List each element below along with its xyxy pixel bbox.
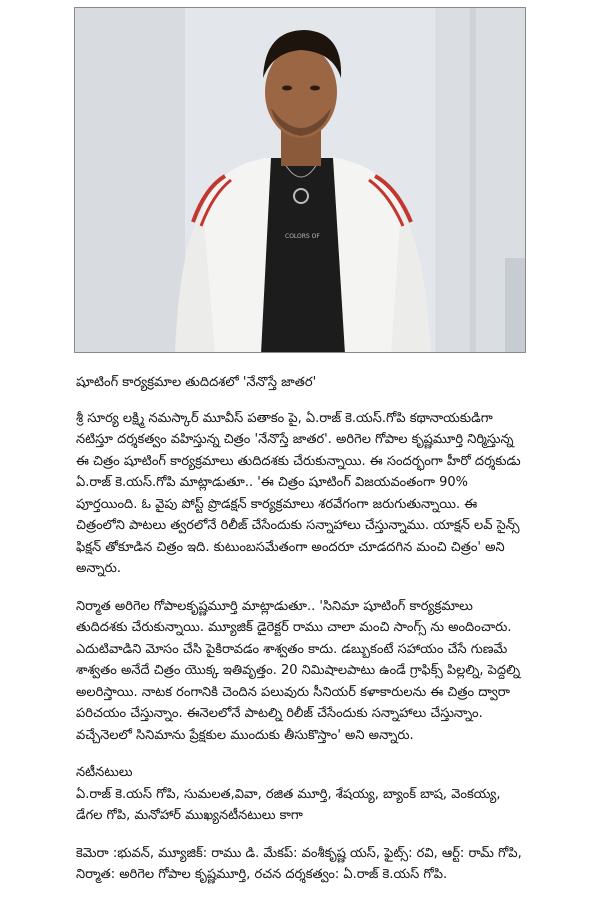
hero-photo — [74, 7, 526, 353]
article-body — [76, 372, 526, 886]
crew-line-1: కెమెరా :భువన్, మ్యూజిక్: రాము డి. మేకప్: వంశీకృష్ణ యస్, ఫైట్స్: రవి, ఆర్ట్: రామ్ గోపి, — [76, 845, 522, 861]
svg-text:COLORS OF: COLORS OF — [285, 233, 320, 240]
cast-heading: నటీనటులు — [76, 765, 133, 780]
article-paragraph-producer: నిర్మాత అరిగెల గోపాలకృష్ణమూర్తి మాట్లాడుతూ.. 'సినిమా షూటింగ్ కార్యక్రమాలు తుదిదశకు చేరుకున్నాయి. మ్యూజిక్ డైరెక్టర్ రాము చాలా మంచి సాంగ్స్ ను అందించారు. ఎదుటివాడిని మోసం చేసి పైకిరావడం శాశ్వతం కాదు. డబ్బుకంటే సహాయం చేసే గుణమే శాశ్వతం అనేదే చిత్రం యొక్క ఇతివృత్తం. 20 నిమిషాలపాటు ఉండే గ్రాఫిక్స్ పిల్లల్ని, పెద్దల్ని అలరిస్తాయి. నాటక రంగానికి చెందిన పలువురు సీనియర్ కళాకారులను ఈ చిత్రం ద్వారా పరిచయం చేస్తున్నాం. ఈనెలలోనే పాటల్ని రిలీజ్ చేసేందుకు సన్నాహాలు చేస్తున్నాం. వచ్చేనెలలో సినిమాను ప్రేక్షకుల ముందుకు తీసుకొస్తాం' అని అన్నారు. — [76, 598, 521, 743]
cast-list: ఏ.రాజ్ కె.యస్ గోపి, సుమలత,వివా, రజిత మూర్తి, శేషయ్య, బ్యాంక్ బాష, వెంకయ్య, డేగల గోపి, మనోహార్ ముఖ్యనటీనటులు కాగా — [76, 786, 501, 823]
crew-line-2: నిర్మాత: అరిగెల గోపాల కృష్ణమూర్తి, రచన దర్శకత్వం: ఏ.రాజ్ కె.యస్ గోపి. — [76, 867, 448, 882]
article-paragraph-intro: శ్రీ సూర్య లక్ష్మి నమస్కార్ మూవీస్ పతాకం పై, ఏ.రాజ్ కె.యస్.గోపి కథానాయకుడిగా నటిస్తూ దర్శకత్వం వహిస్తున్న చిత్రం 'నేనొస్తే జాతర'. అరిగెల గోపాల కృష్ణమూర్తి నిర్మిస్తున్న ఈ చిత్రం షూటింగ్ కార్యక్రమాలు తుదిదశకు చేరుకున్నాయి. ఈ సందర్భంగా హీరో దర్శకుడు ఏ.రాజ్ కె.యస్.గోపి మాట్లాడుతూ.. 'ఈ చిత్రం షూటింగ్ విజయవంతంగా 90% పూర్తయింది. ఓ వైపు పోస్ట్ ప్రొడక్షన్ కార్యక్రమాలు శరవేగంగా జరుగుతున్నాయి. ఈ చిత్రంలోని పాటలు త్వరలోనే రిలీజ్ చేసేందుకు సన్నాహాలు చేస్తున్నాము. యాక్షన్ లవ్ సైన్స్ ఫిక్షన్ తోకూడిన చిత్రం ఇది. కుటుంబసమేతంగా అందరూ చూడదగిన మంచి చిత్రం' అని అన్నారు. — [76, 410, 521, 576]
article-headline: షూటింగ్ కార్యక్రమాల తుదిదశలో 'నేనొస్తే జాతర' — [76, 375, 317, 390]
actor-portrait-image — [75, 8, 526, 353]
